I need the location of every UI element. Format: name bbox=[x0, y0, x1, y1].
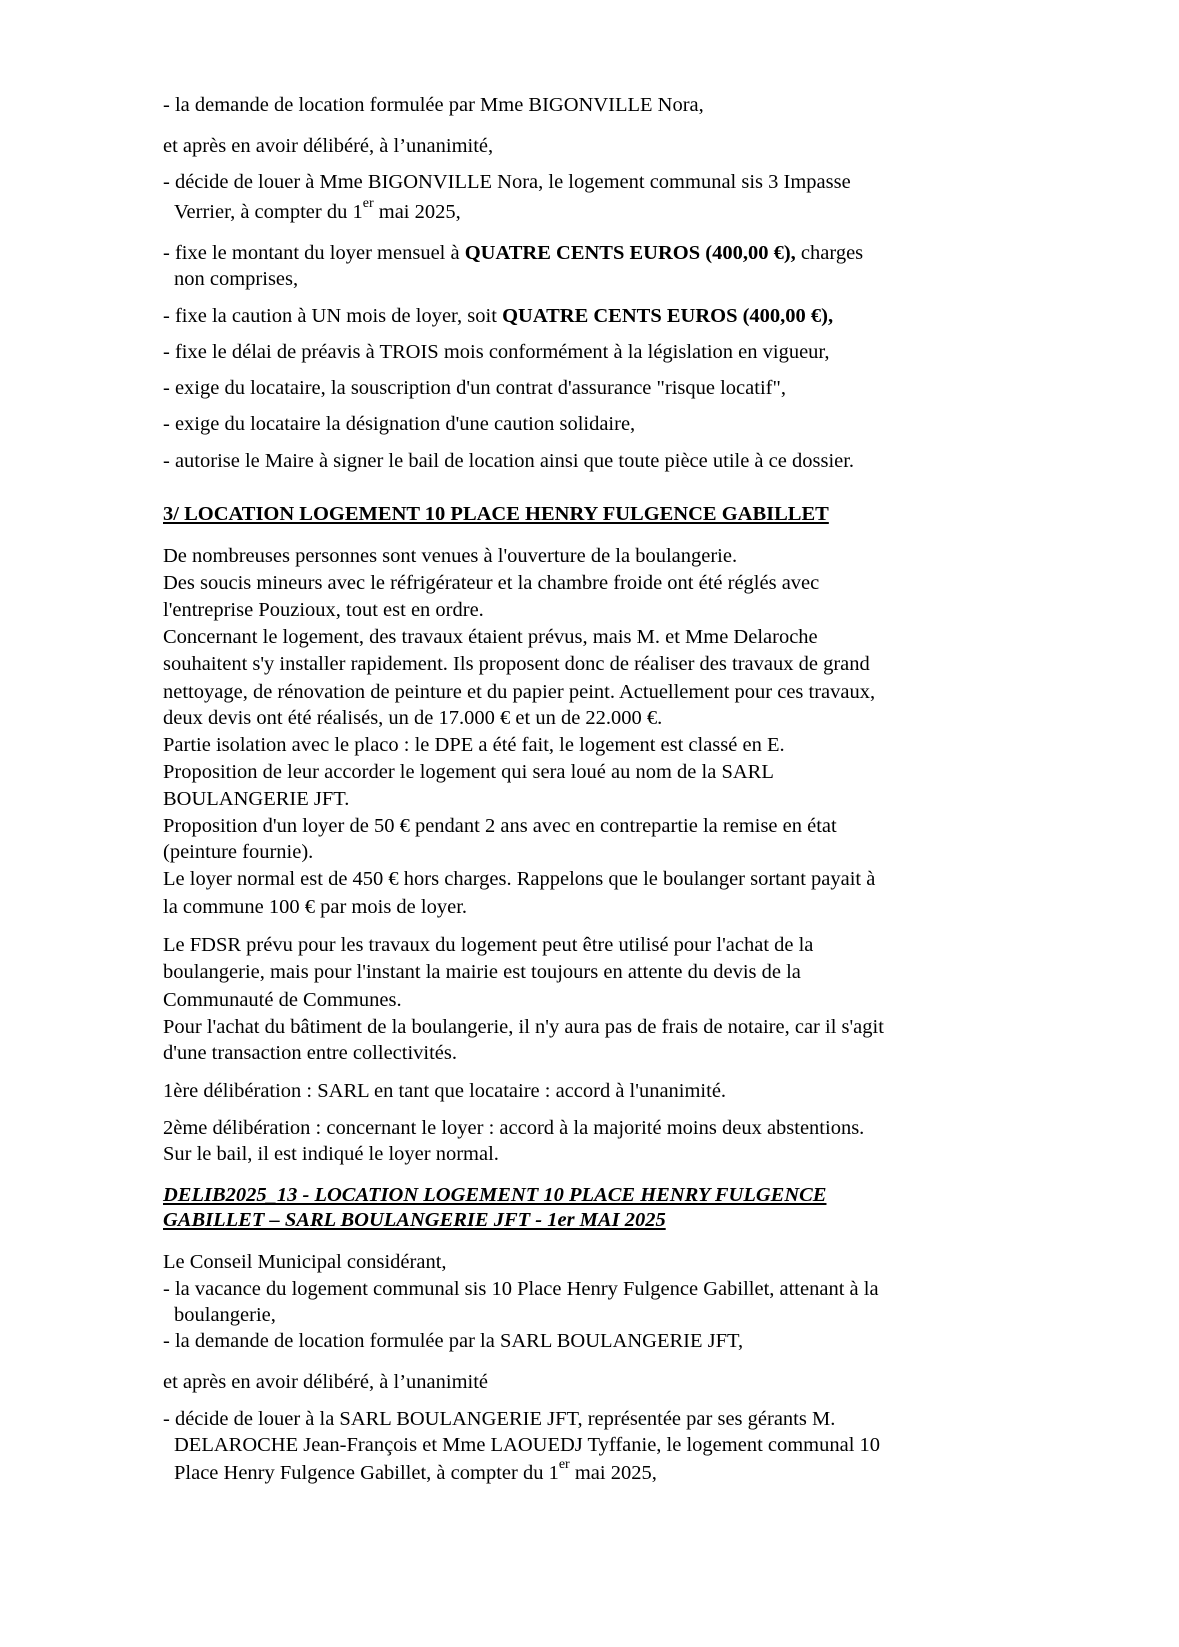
vacancy-line-cont: boulangerie, bbox=[174, 1304, 276, 1326]
deposit-amount: QUATRE CENTS EUROS (400,00 €), bbox=[502, 305, 834, 327]
paragraph-line: Le FDSR prévu pour les travaux du logement peut être utilisé pour l'achat de la bbox=[163, 934, 814, 956]
paragraph-line: nettoyage, de rénovation de peinture et du papier peint. Actuellement pour ces travaux, bbox=[163, 681, 876, 703]
paragraph-line: Le loyer normal est de 450 € hors charges. Rappelons que le boulanger sortant payait à bbox=[163, 868, 876, 890]
rental-request-line: - la demande de location formulée par la SARL BOULANGERIE JFT, bbox=[163, 1330, 744, 1352]
paragraph-line: l'entreprise Pouzioux, tout est en ordre. bbox=[163, 599, 484, 621]
paragraph-line: boulangerie, mais pour l'instant la mairie est toujours en attente du devis de la bbox=[163, 961, 801, 983]
paragraph-line: Concernant le logement, des travaux étaient prévus, mais M. et Mme Delaroche bbox=[163, 626, 818, 648]
paragraph-line: BOULANGERIE JFT. bbox=[163, 788, 350, 810]
paragraph-line: Proposition de leur accorder le logement qui sera loué au nom de la SARL bbox=[163, 761, 774, 783]
superscript: er bbox=[362, 196, 374, 212]
decision-line-cont: Place Henry Fulgence Gabillet, à compter du 1er mai 2025, bbox=[174, 1457, 657, 1484]
paragraph-line: Partie isolation avec le placo : le DPE a été fait, le logement est classé en E. bbox=[163, 734, 785, 756]
lease-note: Sur le bail, il est indiqué le loyer normal. bbox=[163, 1143, 499, 1165]
paragraph-line: la commune 100 € par mois de loyer. bbox=[163, 896, 468, 918]
council-intro: Le Conseil Municipal considérant, bbox=[163, 1251, 447, 1273]
paragraph-line: De nombreuses personnes sont venues à l'ouverture de la boulangerie. bbox=[163, 545, 738, 567]
superscript: er bbox=[558, 1457, 570, 1473]
first-deliberation: 1ère délibération : SARL en tant que locataire : accord à l'unanimité. bbox=[163, 1080, 727, 1102]
deliberation-heading: DELIB2025_13 - LOCATION LOGEMENT 10 PLACE HENRY FULGENCE bbox=[163, 1184, 827, 1206]
rent-amount-cont: non comprises, bbox=[174, 268, 299, 290]
deliberation-heading-cont: GABILLET – SARL BOULANGERIE JFT - 1er MAI 2025 bbox=[163, 1209, 666, 1231]
paragraph-line: (peinture fournie). bbox=[163, 841, 314, 863]
section-heading: 3/ LOCATION LOGEMENT 10 PLACE HENRY FULGENCE GABILLET bbox=[163, 503, 829, 525]
rent-amount: QUATRE CENTS EUROS (400,00 €), bbox=[464, 242, 796, 264]
decision-line: - décide de louer à la SARL BOULANGERIE JFT, représentée par ses gérants M. bbox=[163, 1408, 836, 1430]
insurance-line: - exige du locataire, la souscription d'un contrat d'assurance "risque locatif", bbox=[163, 377, 786, 399]
deposit-line: - fixe la caution à UN mois de loyer, soit QUATRE CENTS EUROS (400,00 €), bbox=[163, 305, 834, 327]
paragraph-line: Des soucis mineurs avec le réfrigérateur et la chambre froide ont été réglés avec bbox=[163, 572, 820, 594]
decision-line-cont: DELAROCHE Jean-François et Mme LAOUEDJ Tyffanie, le logement communal 10 bbox=[174, 1434, 881, 1456]
paragraph-line: souhaitent s'y installer rapidement. Ils proposent donc de réaliser des travaux de grand bbox=[163, 653, 870, 675]
paragraph-line: d'une transaction entre collectivités. bbox=[163, 1042, 457, 1064]
paragraph-line: Proposition d'un loyer de 50 € pendant 2 ans avec en contrepartie la remise en état bbox=[163, 815, 837, 837]
deliberation-intro: et après en avoir délibéré, à l’unanimité, bbox=[163, 135, 494, 157]
vacancy-line: - la vacance du logement communal sis 10 Place Henry Fulgence Gabillet, attenant à la bbox=[163, 1278, 879, 1300]
paragraph-line: Communauté de Communes. bbox=[163, 989, 402, 1011]
decision-line: - décide de louer à Mme BIGONVILLE Nora, le logement communal sis 3 Impasse bbox=[163, 171, 851, 193]
notice-line: - fixe le délai de préavis à TROIS mois conformément à la législation en vigueur, bbox=[163, 341, 830, 363]
paragraph-line: Pour l'achat du bâtiment de la boulangerie, il n'y aura pas de frais de notaire, car il s'agit bbox=[163, 1016, 884, 1038]
paragraph-line: deux devis ont été réalisés, un de 17.000 € et un de 22.000 €. bbox=[163, 707, 663, 729]
deliberation-intro: et après en avoir délibéré, à l’unanimité bbox=[163, 1371, 489, 1393]
guarantor-line: - exige du locataire la désignation d'une caution solidaire, bbox=[163, 413, 636, 435]
rental-request-line: - la demande de location formulée par Mme BIGONVILLE Nora, bbox=[163, 94, 704, 116]
second-deliberation: 2ème délibération : concernant le loyer : accord à la majorité moins deux abstentions. bbox=[163, 1117, 865, 1139]
rent-amount-line: - fixe le montant du loyer mensuel à QUATRE CENTS EUROS (400,00 €), charges bbox=[163, 242, 864, 264]
decision-line-cont: Verrier, à compter du 1er mai 2025, bbox=[174, 196, 461, 223]
authorization-line: - autorise le Maire à signer le bail de location ainsi que toute pièce utile à ce dossier. bbox=[163, 450, 855, 472]
